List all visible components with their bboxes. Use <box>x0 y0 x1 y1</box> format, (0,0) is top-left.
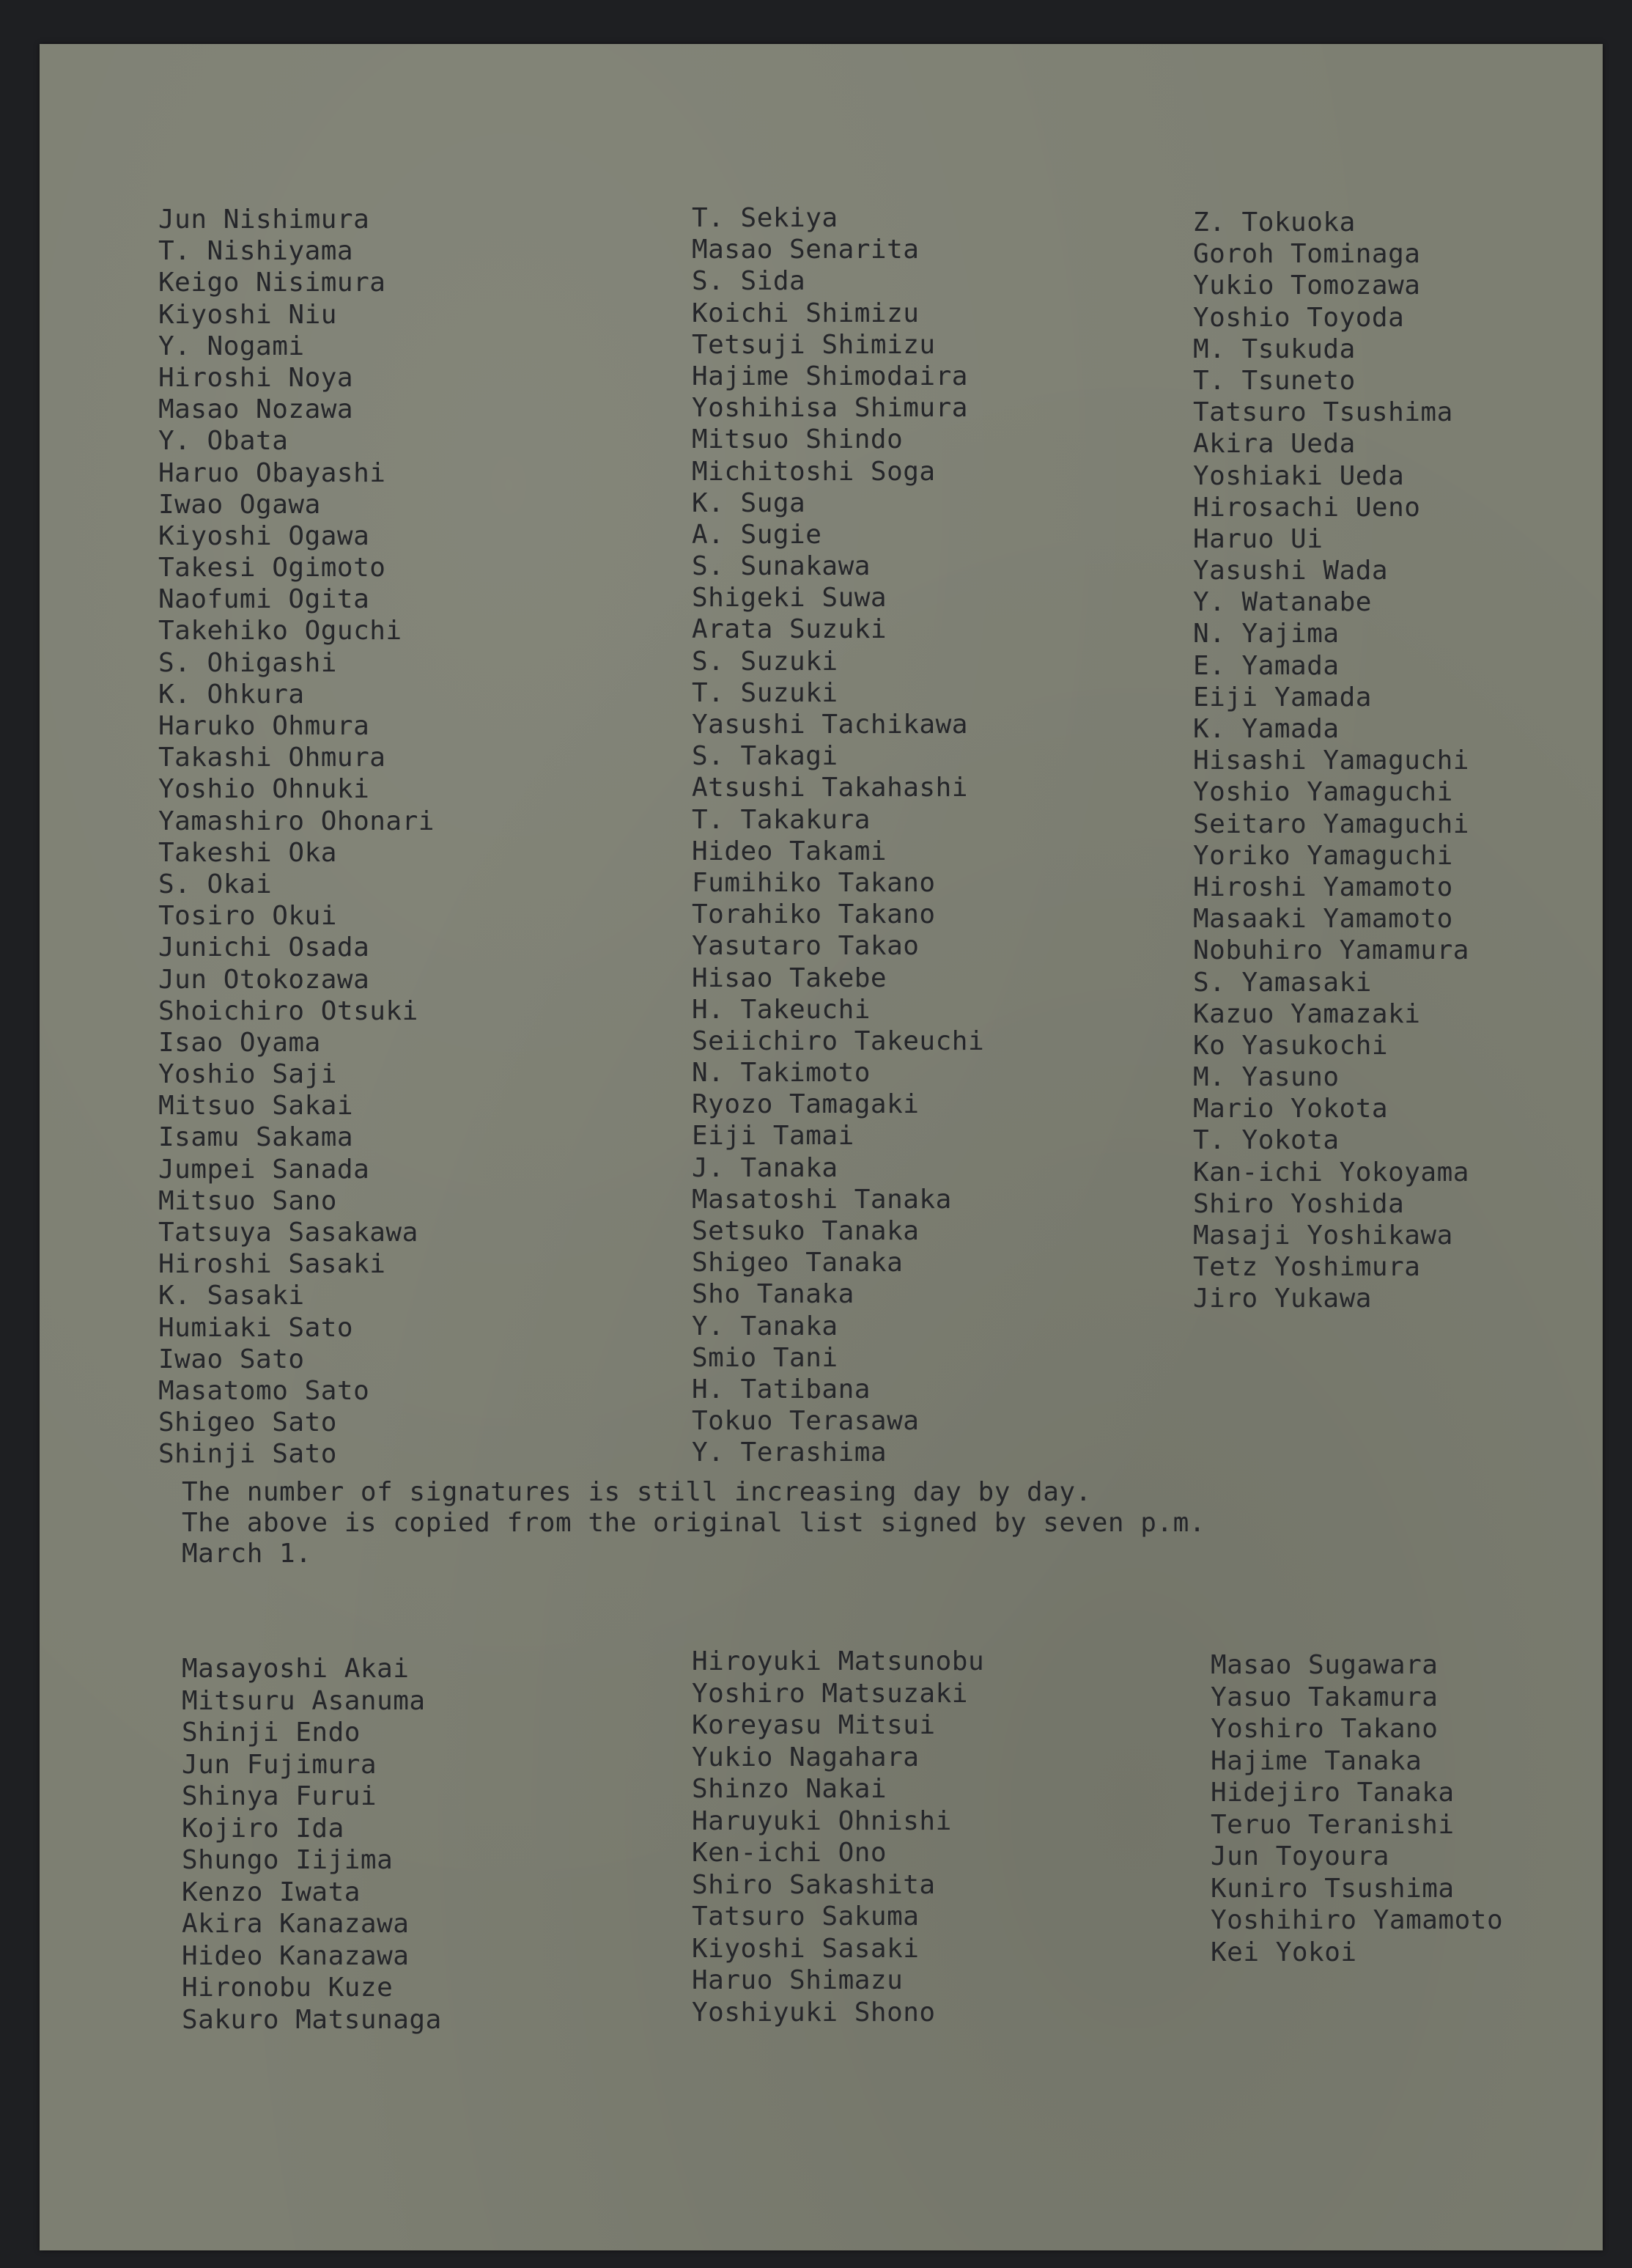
signatory-name: Hisashi Yamaguchi <box>1193 745 1469 776</box>
signatory-name: Yoshio Saji <box>158 1059 337 1090</box>
signatory-name: Yoshiro Takano <box>1211 1714 1439 1744</box>
signatory-name: Shigeki Suwa <box>692 583 887 614</box>
signatory-name: Masao Nozawa <box>158 394 354 425</box>
signatory-name: Setsuko Tanaka <box>692 1216 920 1246</box>
signatory-name: Hiroshi Sasaki <box>158 1249 386 1280</box>
signatory-name: M. Tsukuda <box>1193 334 1356 364</box>
signatory-name: Mitsuru Asanuma <box>182 1685 426 1716</box>
signatory-name: Masaaki Yamamoto <box>1193 904 1453 935</box>
signatory-name: Keigo Nisimura <box>158 268 386 298</box>
signatory-name: T. Sekiya <box>692 203 838 233</box>
signatory-name: Hirosachi Ueno <box>1193 492 1421 523</box>
signatory-name: Kojiro Ida <box>182 1813 344 1844</box>
signatory-name: Ken-ichi Ono <box>692 1838 887 1868</box>
signatory-name: Atsushi Takahashi <box>692 773 968 803</box>
name-column-2 <box>692 202 984 1469</box>
signatory-name: Mitsuo Sano <box>158 1185 337 1216</box>
signatory-name: Michitoshi Soga <box>692 456 936 487</box>
signatory-name: Yoshio Toyoda <box>1193 302 1405 333</box>
signatory-name: Yoshihisa Shimura <box>692 393 968 424</box>
note-line-1: The number of signatures is still increasing day by day. <box>182 1477 1092 1507</box>
signatory-name: Fumihiko Takano <box>692 867 936 898</box>
signatory-name: Masao Sugawara <box>1211 1650 1439 1680</box>
signatory-name: Yamashiro Ohonari <box>158 806 435 836</box>
signatory-name: T. Suzuki <box>692 677 838 708</box>
signature-note <box>182 1477 1205 1569</box>
signatory-name: Hidejiro Tanaka <box>1211 1778 1455 1808</box>
signatory-name: T. Takakura <box>692 804 871 835</box>
signatory-name: A. Sugie <box>692 519 822 550</box>
signatory-name: Naofumi Ogita <box>158 584 370 615</box>
signatory-name: Eiji Tamai <box>692 1121 854 1152</box>
name-column-6 <box>1211 1649 1503 1968</box>
signatory-name: Hideo Takami <box>692 836 887 866</box>
signatory-name: Yasuo Takamura <box>1211 1682 1439 1712</box>
signatory-name: Masatomo Sato <box>158 1375 370 1406</box>
signatory-name: Shoichiro Otsuki <box>158 995 418 1026</box>
signatory-name: Tosiro Okui <box>158 901 337 932</box>
signatory-name: Hiroshi Yamamoto <box>1193 872 1453 902</box>
signatory-name: Sakuro Matsunaga <box>182 2004 442 2035</box>
signatory-name: Seiichiro Takeuchi <box>692 1026 985 1056</box>
signatory-name: Isamu Sakama <box>158 1122 354 1153</box>
signatory-name: Y. Nogami <box>158 331 305 361</box>
signatory-name: Mitsuo Shindo <box>692 424 904 455</box>
signatory-name: Tetsuji Shimizu <box>692 329 936 360</box>
signatory-name: J. Tanaka <box>692 1152 838 1183</box>
signatory-name: N. Yajima <box>1193 619 1340 649</box>
signatory-name: Z. Tokuoka <box>1193 207 1356 238</box>
signatory-name: Akira Kanazawa <box>182 1909 410 1939</box>
signatory-name: N. Takimoto <box>692 1058 871 1089</box>
signatory-name: S. Sunakawa <box>692 551 871 582</box>
signatory-name: Yoshiyuki Shono <box>692 1997 936 2028</box>
signatory-name: K. Suga <box>692 487 806 518</box>
signatory-name: Ryozo Tamagaki <box>692 1089 920 1120</box>
signatory-name: Koreyasu Mitsui <box>692 1710 936 1740</box>
signatory-name: Humiaki Sato <box>158 1312 354 1343</box>
signatory-name: T. Yokota <box>1193 1125 1340 1156</box>
signatory-name: Tatsuro Sakuma <box>692 1901 920 1932</box>
signatory-name: Shiro Sakashita <box>692 1869 936 1900</box>
signatory-name: S. Yamasaki <box>1193 967 1372 998</box>
signatory-name: Yoshio Ohnuki <box>158 774 370 805</box>
signatory-name: Kan-ichi Yokoyama <box>1193 1157 1469 1188</box>
signatory-name: Kazuo Yamazaki <box>1193 998 1421 1029</box>
signatory-name: S. Sida <box>692 266 806 297</box>
signatory-name: Mario Yokota <box>1193 1094 1389 1124</box>
signatory-name: Tetz Yoshimura <box>1193 1252 1421 1283</box>
signatory-name: Jun Nishimura <box>158 205 370 235</box>
signatory-name: Torahiko Takano <box>692 899 936 930</box>
signatory-name: Tatsuya Sasakawa <box>158 1218 418 1248</box>
signatory-name: Jun Otokozawa <box>158 964 370 995</box>
signatory-name: Yoshiro Matsuzaki <box>692 1678 968 1709</box>
signatory-name: Akira Ueda <box>1193 429 1356 460</box>
signatory-name: Kenzo Iwata <box>182 1877 361 1907</box>
signatory-name: Yasushi Wada <box>1193 556 1389 586</box>
signatory-name: Hideo Kanazawa <box>182 1940 410 1971</box>
signatory-name: Shinji Endo <box>182 1717 361 1748</box>
signatory-name: Hiroshi Noya <box>158 362 354 393</box>
signatory-name: Yoshio Yamaguchi <box>1193 777 1453 808</box>
signatory-name: Jun Fujimura <box>182 1749 377 1780</box>
signatory-name: E. Yamada <box>1193 650 1340 681</box>
signatory-name: S. Ohigashi <box>158 647 337 678</box>
note-line-3: March 1. <box>182 1539 312 1569</box>
signatory-name: Takehiko Oguchi <box>158 616 402 647</box>
signatory-name: Arata Suzuki <box>692 614 887 645</box>
signatory-name: Junichi Osada <box>158 932 370 963</box>
signatory-name: Y. Watanabe <box>1193 587 1372 618</box>
signatory-name: Masayoshi Akai <box>182 1654 410 1684</box>
signatory-name: H. Tatibana <box>692 1374 871 1404</box>
signatory-name: Hironobu Kuze <box>182 1973 394 2003</box>
signatory-name: Yasutaro Takao <box>692 931 920 962</box>
typed-document-sheet <box>40 44 1603 2250</box>
signatory-name: Shiro Yoshida <box>1193 1188 1405 1219</box>
signatory-name: Kiyoshi Niu <box>158 299 337 330</box>
signatory-name: Takashi Ohmura <box>158 743 386 773</box>
name-column-4 <box>182 1653 442 2036</box>
signatory-name: Shungo Iijima <box>182 1845 394 1875</box>
signatory-name: Y. Obata <box>158 426 289 457</box>
signatory-name: Iwao Ogawa <box>158 489 321 520</box>
signatory-name: Haruo Ui <box>1193 523 1323 554</box>
signatory-name: Hisao Takebe <box>692 962 887 993</box>
signatory-name: Shigeo Tanaka <box>692 1248 904 1278</box>
name-column-3 <box>1193 207 1469 1315</box>
signatory-name: Seitaro Yamaguchi <box>1193 809 1469 839</box>
signatory-name: Goroh Tominaga <box>1193 239 1421 270</box>
signatory-name: S. Takagi <box>692 741 838 772</box>
signatory-name: Nobuhiro Yamamura <box>1193 935 1469 966</box>
signatory-name: Shinya Furui <box>182 1781 377 1811</box>
signatory-name: Yasushi Tachikawa <box>692 710 968 740</box>
signatory-name: Yoshihiro Yamamoto <box>1211 1905 1504 1935</box>
signatory-name: Shigeo Sato <box>158 1407 337 1438</box>
signatory-name: Y. Terashima <box>692 1437 887 1468</box>
signatory-name: Jiro Yukawa <box>1193 1284 1372 1314</box>
signatory-name: Jun Toyoura <box>1211 1841 1389 1871</box>
signatory-name: Kei Yokoi <box>1211 1937 1357 1967</box>
signatory-name: T. Tsuneto <box>1193 365 1356 396</box>
signatory-name: Koichi Shimizu <box>692 298 920 328</box>
signatory-name: Yukio Nagahara <box>692 1742 920 1772</box>
signatory-name: Y. Tanaka <box>692 1311 838 1341</box>
signatory-name: Kuniro Tsushima <box>1211 1873 1455 1904</box>
signatory-name: Haruko Ohmura <box>158 711 370 741</box>
signatory-name: Teruo Teranishi <box>1211 1809 1455 1840</box>
signatory-name: Tatsuro Tsushima <box>1193 397 1453 428</box>
signatory-name: Jumpei Sanada <box>158 1154 370 1185</box>
signatory-name: Kiyoshi Ogawa <box>158 520 370 551</box>
signatory-name: Mitsuo Sakai <box>158 1091 354 1122</box>
signatory-name: Sho Tanaka <box>692 1279 854 1310</box>
signatory-name: Yoriko Yamaguchi <box>1193 840 1453 871</box>
signatory-name: K. Ohkura <box>158 679 305 710</box>
signatory-name: Masaji Yoshikawa <box>1193 1220 1453 1251</box>
signatory-name: Yukio Tomozawa <box>1193 270 1421 301</box>
name-column-5 <box>692 1646 984 2028</box>
signatory-name: S. Okai <box>158 869 273 899</box>
signatory-name: H. Takeuchi <box>692 994 871 1025</box>
signatory-name: Masao Senarita <box>692 235 920 265</box>
signatory-name: Haruyuki Ohnishi <box>692 1805 952 1836</box>
signatory-name: Masatoshi Tanaka <box>692 1184 952 1215</box>
signatory-name: Hiroyuki Matsunobu <box>692 1646 985 1676</box>
signatory-name: Shinzo Nakai <box>692 1774 887 1804</box>
signatory-name: T. Nishiyama <box>158 236 354 267</box>
signatory-name: Yoshiaki Ueda <box>1193 460 1405 491</box>
signatory-name: Shinji Sato <box>158 1439 337 1470</box>
signatory-name: S. Suzuki <box>692 646 838 677</box>
signatory-name: Hajime Shimodaira <box>692 361 968 391</box>
signatory-name: Ko Yasukochi <box>1193 1030 1389 1061</box>
signatory-name: Kiyoshi Sasaki <box>692 1933 920 1964</box>
note-line-2: The above is copied from the original list signed by seven p.m. <box>182 1508 1205 1538</box>
signatory-name: Takeshi Oka <box>158 837 337 868</box>
signatory-name: Eiji Yamada <box>1193 682 1372 713</box>
signatory-name: Hajime Tanaka <box>1211 1745 1422 1776</box>
signatory-name: Takesi Ogimoto <box>158 553 386 583</box>
signatory-name: Haruo Obayashi <box>158 457 386 488</box>
name-column-1 <box>158 204 435 1470</box>
signatory-name: K. Sasaki <box>158 1281 305 1311</box>
signatory-name: Tokuo Terasawa <box>692 1406 920 1437</box>
signatory-name: Isao Oyama <box>158 1027 321 1058</box>
signatory-name: Iwao Sato <box>158 1344 305 1374</box>
signatory-name: K. Yamada <box>1193 714 1340 744</box>
signatory-name: M. Yasuno <box>1193 1062 1340 1093</box>
signatory-name: Haruo Shimazu <box>692 1965 904 1995</box>
signatory-name: Smio Tani <box>692 1342 838 1373</box>
